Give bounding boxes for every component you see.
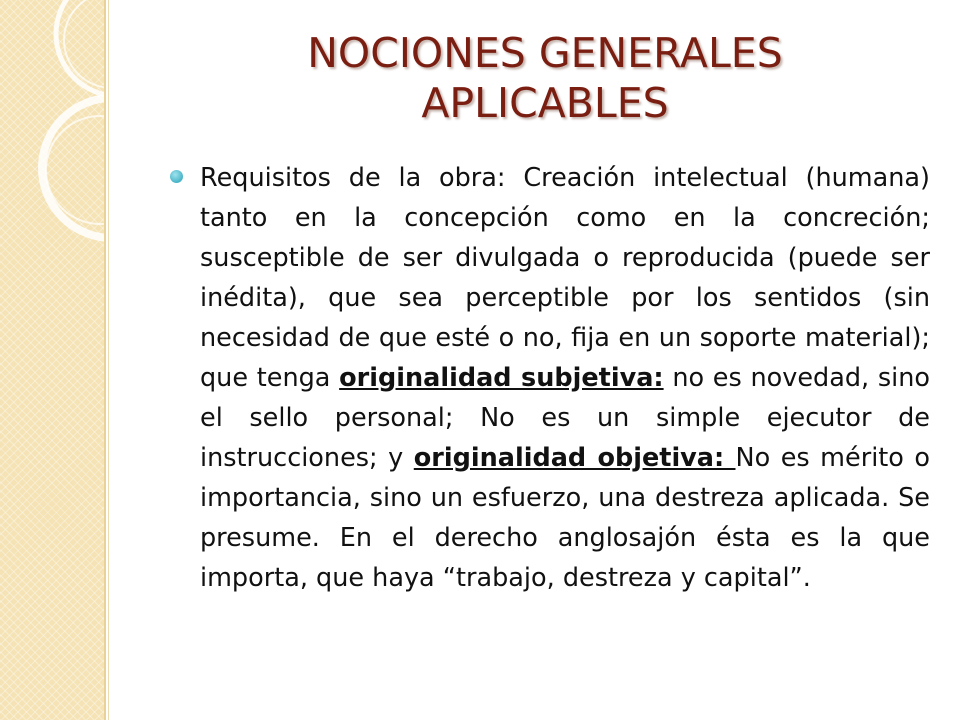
term-originalidad-subjetiva: originalidad subjetiva: xyxy=(339,363,664,393)
title-line-1: NOCIONES GENERALES xyxy=(307,29,783,77)
body-paragraph xyxy=(200,158,930,598)
slide-title xyxy=(200,28,890,128)
body-text-part-1: Requisitos de la obra: Creación intelectual (humana) tanto en la concepción como en la concreción; susceptible de ser divulgada o reproducida (puede ser inédita), que sea perceptible por los sentidos (sin necesidad de que esté o no, fija en un soporte material); que tenga xyxy=(200,163,930,393)
body-text-part-3: No es mérito o importancia, sino un esfuerzo, una destreza aplicada. Se presume. En el derecho anglosajón ésta es la que importa, que haya “trabajo, destreza y capital”. xyxy=(200,443,930,593)
term-originalidad-objetiva: originalidad objetiva: xyxy=(413,443,736,473)
decorative-circles-graphic xyxy=(0,0,104,720)
title-line-2: APLICABLES xyxy=(421,79,669,127)
slide-content xyxy=(170,158,930,598)
decorative-side-band xyxy=(0,0,106,720)
band-edge-divider xyxy=(108,0,109,720)
body-text-part-2: no es novedad, sino el sello personal; No es un simple ejecutor de instrucciones; y xyxy=(200,363,930,473)
bullet-icon xyxy=(170,170,183,183)
